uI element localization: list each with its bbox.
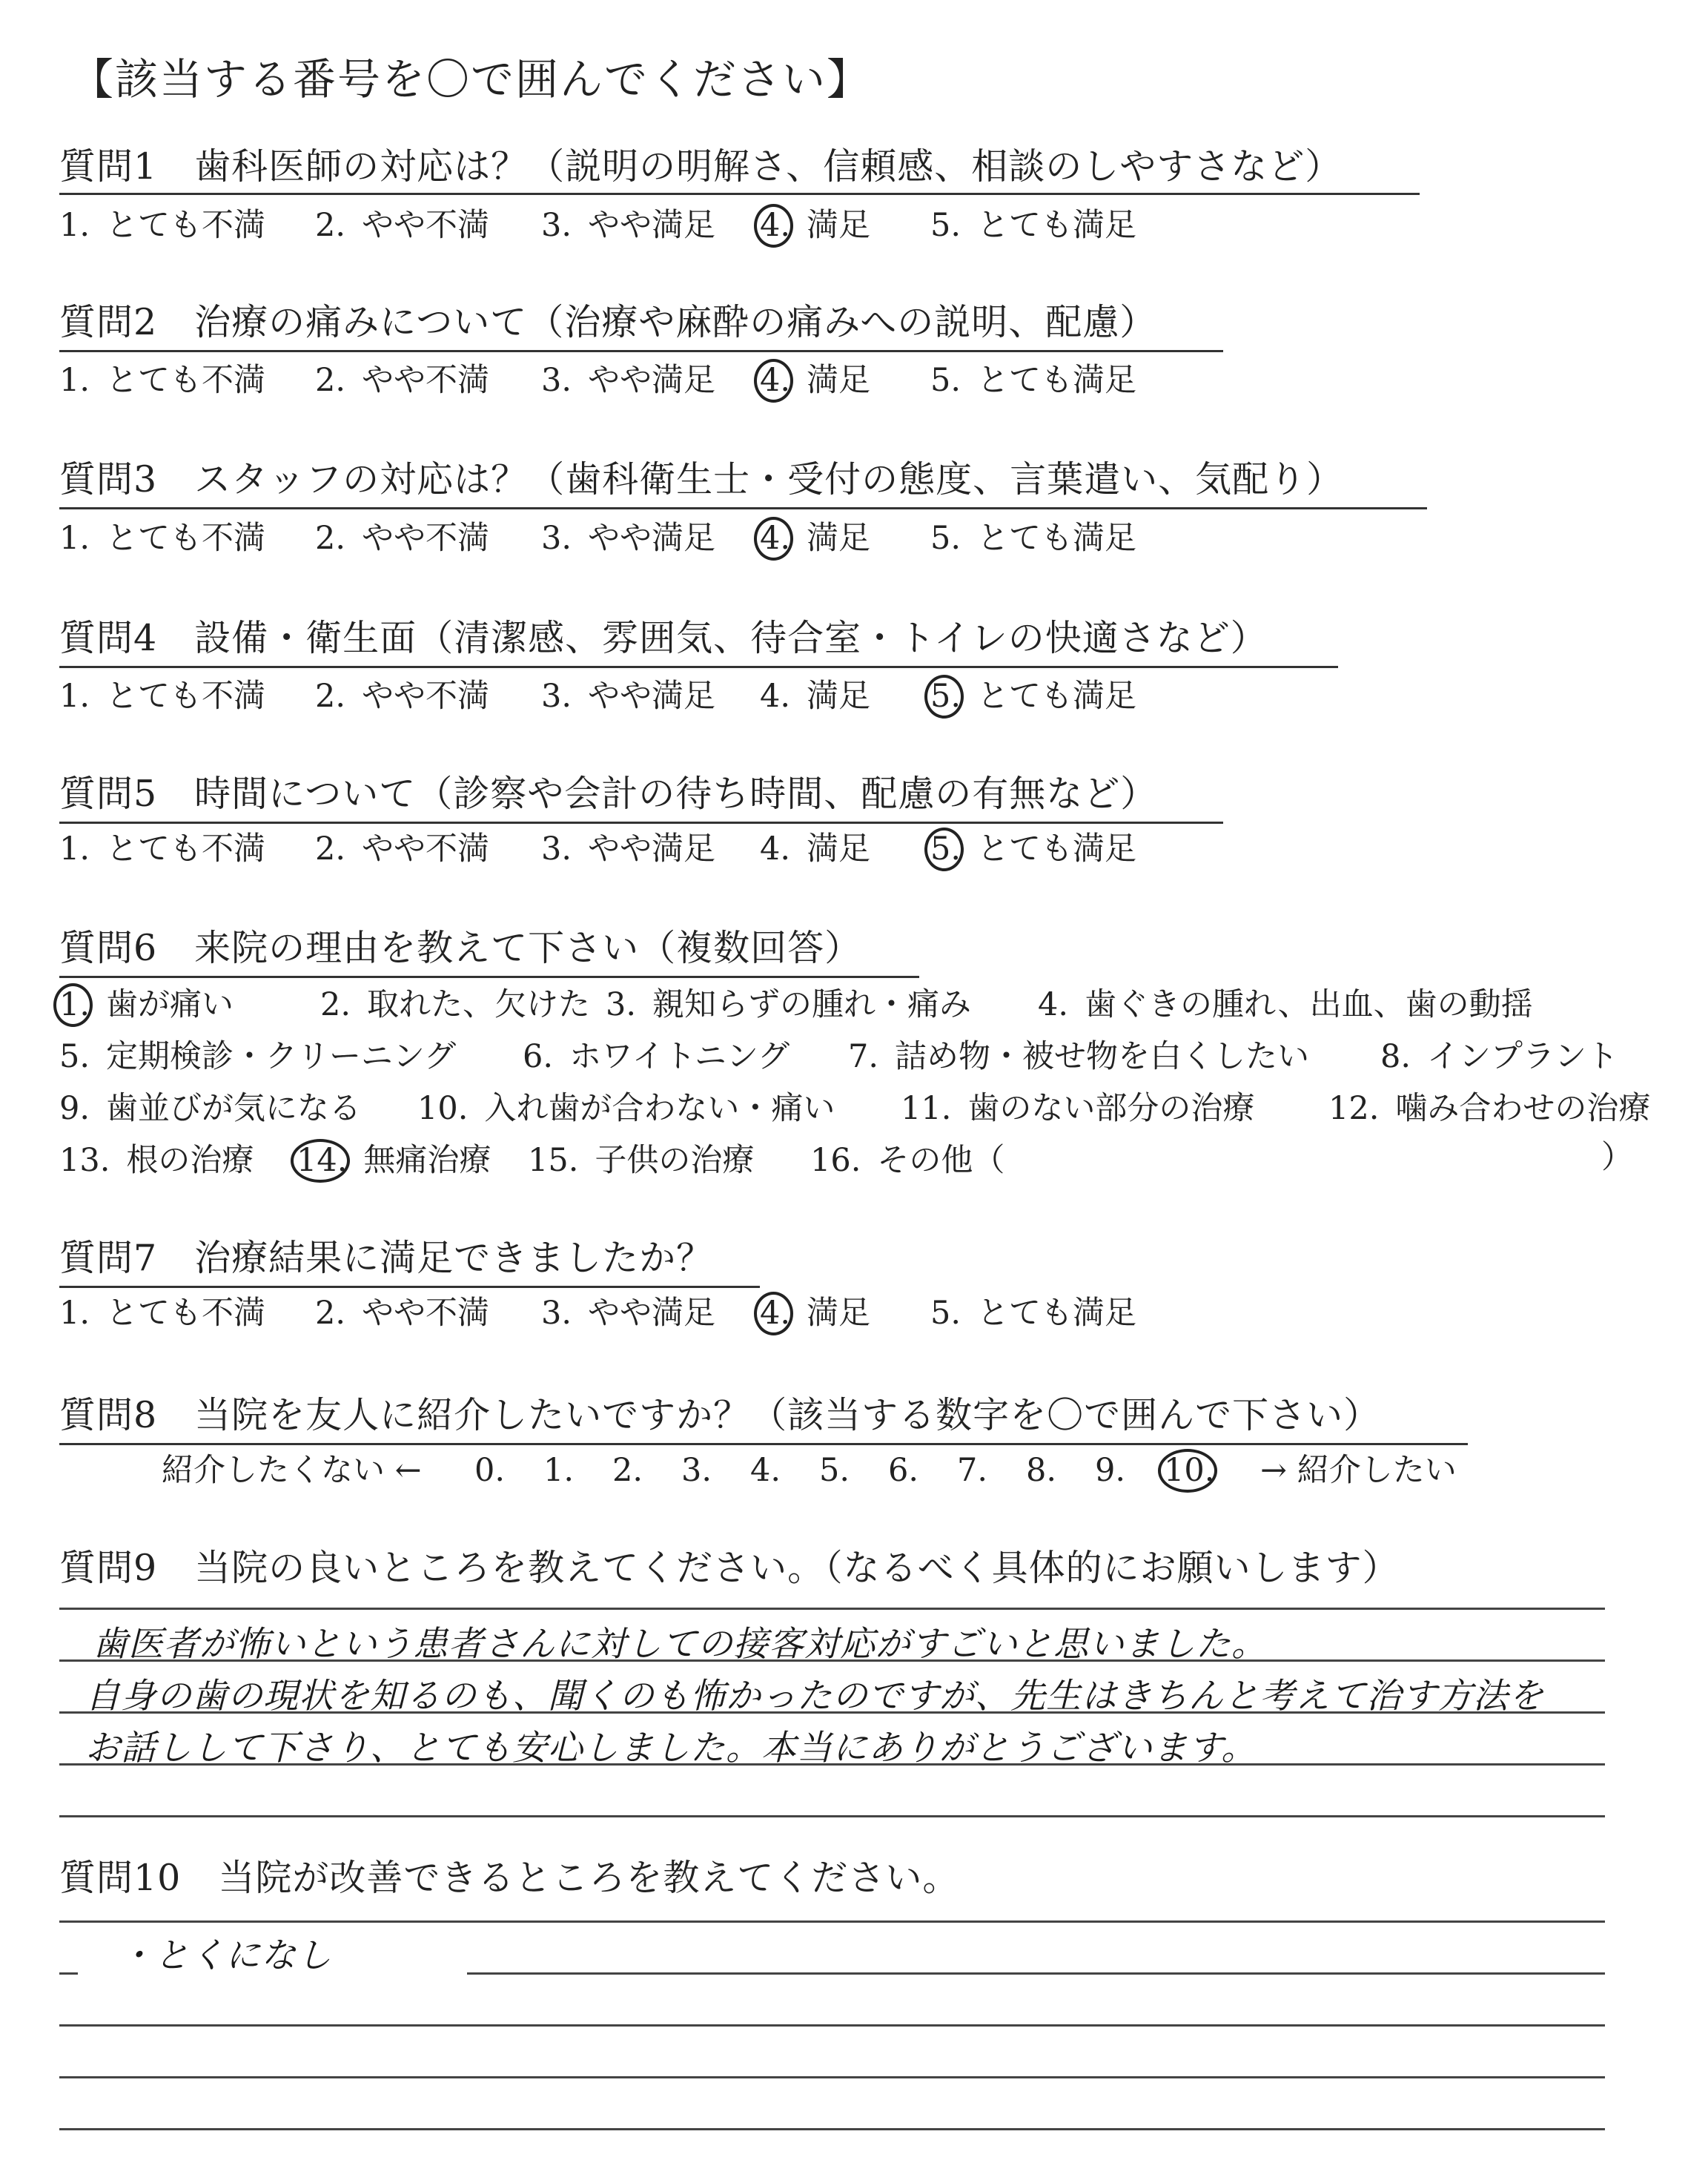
option-number: 5. [930,1295,961,1332]
option-number: 4. [1038,986,1069,1023]
option-label: やや満足 [588,830,716,868]
option-number: 3. [541,678,572,715]
answer-line [59,1920,1605,1923]
q8-scale-4: 4. [750,1452,781,1489]
option-number: 2. [315,362,346,399]
question-9-answer-line-1: 歯医者が怖いという患者さんに対しての接客対応がすごいと思いました。 [93,1624,1267,1665]
q4-option-5 [930,678,1137,715]
option-number: 4. [760,520,791,557]
q7-option-1 [59,1295,266,1332]
q2-option-1 [59,362,266,399]
option-number: 15. [528,1142,579,1179]
option-label: 取れた、欠けた [367,986,591,1023]
q3-option-2 [315,520,490,557]
question-2-options [59,362,1320,402]
q7-option-3 [541,1295,716,1332]
question-2-heading: 質問2 治療の痛みについて（治療や麻酔の痛みへの説明、配慮） [59,301,1157,343]
q5-option-2 [315,830,490,868]
option-label: とても満足 [977,678,1137,715]
q8-scale-6: 6. [888,1452,919,1489]
question-9-answer-line-2: 自身の歯の現状を知るのも、聞くのも怖かったのですが、先生はきちんと考えて治す方法を [85,1676,1544,1717]
answer-line [467,1972,1605,1975]
q6-row-3-option-3 [901,1090,1255,1127]
option-number: 1. [59,678,90,715]
option-number: 4. [760,362,791,399]
q6-row-2-option-3 [848,1038,1310,1075]
option-label: やや満足 [588,520,716,557]
option-number: 9. [59,1090,90,1127]
question-3-options [59,520,1320,560]
question-5-heading: 質問5 時間について（診察や会計の待ち時間、配慮の有無など） [59,773,1158,815]
option-number: 3. [541,520,572,557]
option-label: やや不満 [362,678,490,715]
option-label: とても満足 [977,207,1137,244]
option-label: ホワイトニング [569,1038,790,1075]
option-label: とても不満 [106,207,266,244]
option-number: 1. [59,362,90,399]
answer-line [59,2024,1605,2027]
q8-scale-10: 10. [1164,1452,1215,1489]
question-10-heading: 質問10 当院が改善できるところを教えてください。 [59,1857,960,1899]
option-label: とても満足 [977,520,1137,557]
q6-row-4-option-4 [810,1142,1005,1179]
option-number: 1. [59,1295,90,1332]
option-number: 5. [930,520,961,557]
option-label: やや満足 [588,207,716,244]
q8-scale-0: 0. [474,1452,506,1489]
q4-option-1 [59,678,266,715]
q8-scale-7: 7. [957,1452,988,1489]
option-number: 2. [320,986,351,1023]
option-label: やや不満 [362,1295,490,1332]
q3-option-3 [541,520,716,557]
option-number: 3. [541,207,572,244]
option-number: 2. [315,207,346,244]
question-6-underline [59,976,919,978]
q2-option-4 [760,362,871,399]
option-label: 満足 [807,678,871,715]
question-5-underline [59,822,1223,824]
q1-option-2 [315,207,490,244]
question-9-heading: 質問9 当院の良いところを教えてください。（なるべく具体的にお願いします） [59,1547,1400,1589]
option-number: 4. [760,830,791,868]
q6-row-3-option-4 [1328,1090,1651,1127]
answer-line [59,2076,1605,2078]
q7-option-2 [315,1295,490,1332]
question-4-heading: 質問4 設備・衛生面（清潔感、雰囲気、待合室・トイレの快適さなど） [59,617,1268,659]
option-number: 6. [523,1038,554,1075]
option-number: 5. [930,207,961,244]
option-number: 3. [606,986,637,1023]
option-label: とても不満 [106,830,266,868]
q6-row-4-option-3 [528,1142,755,1179]
q6-row-3-option-1 [59,1090,362,1127]
q2-option-5 [930,362,1137,399]
answer-line [59,2128,1605,2130]
q5-option-4 [760,830,871,868]
q2-option-2 [315,362,490,399]
q8-scale-9: 9. [1095,1452,1126,1489]
option-label: 無痛治療 [363,1142,491,1179]
q5-option-3 [541,830,716,868]
option-label: やや不満 [362,362,490,399]
option-number: 7. [848,1038,879,1075]
q8-scale-5: 5. [819,1452,850,1489]
q4-option-2 [315,678,490,715]
option-label: やや満足 [588,1295,716,1332]
q4-option-4 [760,678,871,715]
question-7-heading: 質問7 治療結果に満足できましたか？ [59,1237,714,1279]
option-number: 1. [59,207,90,244]
q1-option-3 [541,207,716,244]
question-3-underline [59,507,1427,509]
q3-option-5 [930,520,1137,557]
answer-line [59,1972,78,1975]
q1-option-5 [930,207,1137,244]
option-number: 5. [930,830,961,868]
option-label: 満足 [807,362,871,399]
page-title: 【該当する番号を〇で囲んでください】 [70,54,872,105]
q6-row-2-option-4 [1380,1038,1619,1075]
option-number: 3. [541,1295,572,1332]
q6-row-3-option-2 [417,1090,835,1127]
option-number: 3. [541,362,572,399]
q1-option-4 [760,207,871,244]
option-number: 5. [59,1038,90,1075]
option-number: 13. [59,1142,110,1179]
option-number: 8. [1380,1038,1411,1075]
option-number: 1. [59,986,90,1023]
option-label: 歯が痛い [106,986,234,1023]
question-7-underline [59,1286,760,1288]
option-number: 2. [315,830,346,868]
question-6-options [59,986,1690,1197]
question-8-right-label: → 紹介したい [1260,1452,1457,1489]
question-1-options [59,207,1320,247]
q6-row-4-option-2 [297,1142,491,1179]
q6-row-4-option-1 [59,1142,254,1179]
option-label: 子供の治療 [595,1142,755,1179]
option-label: 満足 [807,207,871,244]
option-number: 2. [315,1295,346,1332]
q3-option-4 [760,520,871,557]
option-label: 歯ぐきの腫れ、出血、歯の動揺 [1085,986,1533,1023]
option-label: 噛み合わせの治療 [1395,1090,1651,1127]
question-3-heading: 質問3 スタッフの対応は？（歯科衛生士・受付の態度、言葉遣い、気配り） [59,458,1344,501]
question-2-underline [59,350,1223,352]
question-6-close-paren: ） [1601,1139,1633,1176]
question-9-answer-line-3: お話しして下さり、とても安心しました。本当にありがとうございます。 [85,1728,1257,1768]
q6-row-2-option-2 [523,1038,790,1075]
answer-line [59,1815,1605,1817]
option-label: 満足 [807,1295,871,1332]
option-number: 10. [417,1090,469,1127]
option-number: 4. [760,678,791,715]
question-10-answer: ・とくになし [119,1935,332,1976]
option-label: とても不満 [106,678,266,715]
option-label: とても満足 [977,830,1137,868]
q8-scale-2: 2. [612,1452,643,1489]
option-label: やや不満 [362,520,490,557]
option-label: 歯並びが気になる [106,1090,362,1127]
q7-option-4 [760,1295,871,1332]
q8-scale-1: 1. [543,1452,575,1489]
question-8-left-label: 紹介したくない ← [162,1452,422,1489]
option-label: 定期検診・クリーニング [106,1038,457,1075]
option-label: とても満足 [977,362,1137,399]
q2-option-3 [541,362,716,399]
question-5-options [59,830,1320,871]
option-number: 1. [59,520,90,557]
question-8-scale [474,1452,1253,1492]
q8-scale-3: 3. [681,1452,712,1489]
question-4-underline [59,666,1338,668]
question-7-options [59,1295,1320,1335]
q4-option-3 [541,678,716,715]
option-number: 3. [541,830,572,868]
option-number: 11. [901,1090,952,1127]
option-number: 1. [59,830,90,868]
q6-row-1-option-2 [320,986,591,1023]
option-number: 2. [315,520,346,557]
question-8-heading: 質問8 当院を友人に紹介したいですか？（該当する数字を〇で囲んで下さい） [59,1394,1381,1436]
option-number: 2. [315,678,346,715]
q6-row-1-option-1 [59,986,234,1023]
question-6-heading: 質問6 来院の理由を教えて下さい（複数回答） [59,927,862,969]
q5-option-1 [59,830,266,868]
q3-option-1 [59,520,266,557]
answer-line [59,1608,1605,1610]
question-1-underline [59,193,1420,195]
option-label: 根の治療 [126,1142,254,1179]
q5-option-5 [930,830,1137,868]
option-label: やや不満 [362,207,490,244]
option-label: やや満足 [588,678,716,715]
question-4-options [59,678,1320,718]
option-label: とても不満 [106,520,266,557]
option-label: やや不満 [362,830,490,868]
option-label: 満足 [807,520,871,557]
q6-row-1-option-3 [606,986,972,1023]
question-8-underline [59,1443,1468,1445]
option-number: 4. [760,1295,791,1332]
option-label: やや満足 [588,362,716,399]
option-number: 5. [930,362,961,399]
option-label: とても不満 [106,1295,266,1332]
q6-row-1-option-4 [1038,986,1533,1023]
option-number: 14. [297,1142,348,1179]
option-number: 16. [810,1142,861,1179]
q7-option-5 [930,1295,1137,1332]
option-label: 詰め物・被せ物を白くしたい [895,1038,1310,1075]
option-label: とても不満 [106,362,266,399]
q1-option-1 [59,207,266,244]
option-label: 満足 [807,830,871,868]
option-number: 4. [760,207,791,244]
question-1-heading: 質問1 歯科医師の対応は？（説明の明解さ、信頼感、相談のしやすさなど） [59,145,1343,188]
q6-row-2-option-1 [59,1038,457,1075]
option-label: インプラント [1427,1038,1619,1075]
option-label: 親知らずの腫れ・痛み [652,986,972,1023]
option-number: 12. [1328,1090,1380,1127]
option-label: 歯のない部分の治療 [967,1090,1255,1127]
q8-scale-8: 8. [1026,1452,1057,1489]
option-label: 入れ歯が合わない・痛い [484,1090,835,1127]
option-number: 5. [930,678,961,715]
option-label: その他（ [877,1142,1005,1179]
option-label: とても満足 [977,1295,1137,1332]
